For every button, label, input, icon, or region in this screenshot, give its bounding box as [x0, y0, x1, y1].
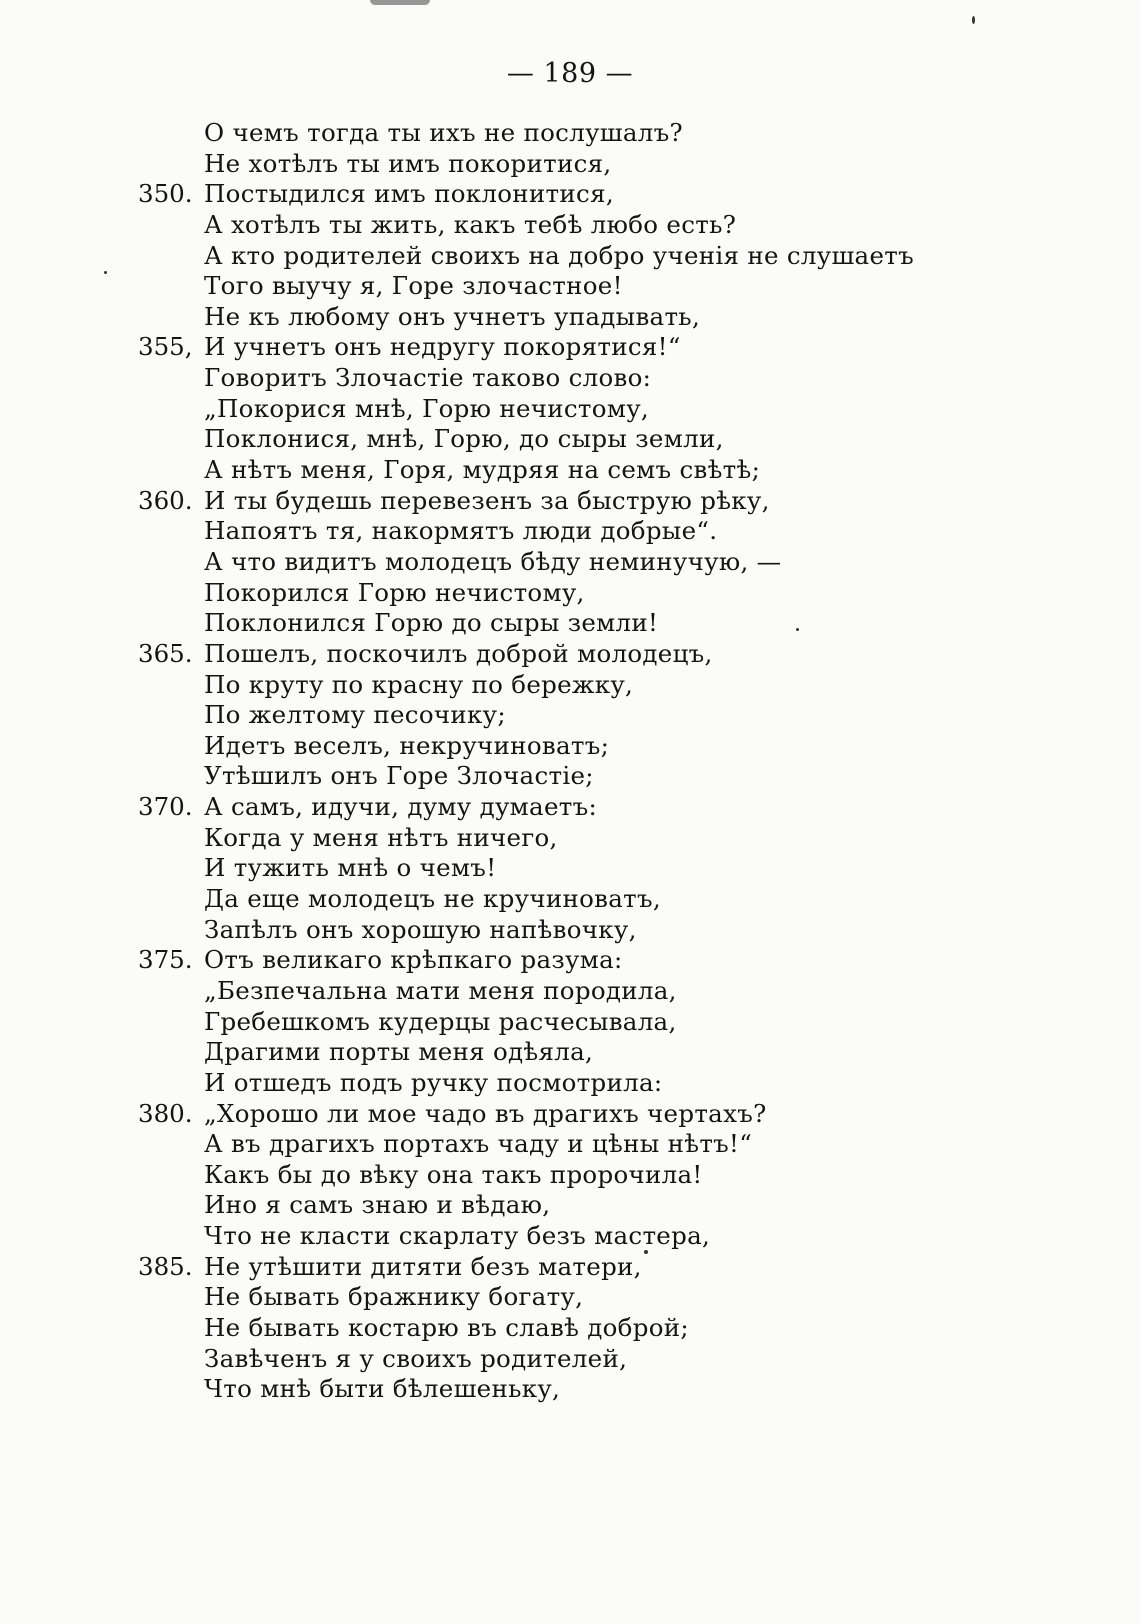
line-text: О чемъ тогда ты ихъ не послушалъ? — [204, 118, 683, 147]
poem-line — [138, 700, 1118, 731]
poem-line — [138, 976, 1118, 1007]
poem-line — [138, 670, 1118, 701]
line-text: „Покорися мнѣ, Горю нечистому, — [204, 393, 649, 423]
poem-line — [138, 332, 1118, 363]
poem-line — [138, 1374, 1118, 1405]
line-text: Запѣлъ онъ хорошую напѣвочку, — [204, 914, 637, 944]
scan-speck — [644, 1250, 648, 1254]
line-text: Гребешкомъ кудерцы расчесывала, — [204, 1006, 677, 1036]
poem-line — [138, 608, 1118, 639]
line-text: „Безпечальна мати меня породила, — [204, 975, 677, 1005]
line-text: Покорился Горю нечистому, — [204, 577, 585, 607]
poem-line — [138, 1129, 1118, 1160]
poem-line — [138, 118, 1118, 149]
line-number: 350. — [138, 179, 193, 209]
poem-line — [138, 945, 1118, 976]
line-number: 370. — [138, 792, 193, 822]
line-text: Отъ великаго крѣпкаго разума: — [204, 945, 623, 975]
poem-line — [138, 1068, 1118, 1099]
line-text: А самъ, идучи, думу думаетъ: — [204, 792, 598, 822]
poem-line — [138, 1099, 1118, 1130]
poem-line — [138, 731, 1118, 762]
scan-speck — [104, 271, 107, 274]
poem-line — [138, 424, 1118, 455]
line-number: 365. — [138, 638, 193, 668]
poem-line — [138, 455, 1118, 486]
line-text: Что мнѣ быти бѣлешеньку, — [204, 1374, 561, 1404]
line-text: Ино я самъ знаю и вѣдаю, — [204, 1190, 551, 1220]
line-text: А хотѣлъ ты жить, какъ тебѣ любо есть? — [204, 209, 737, 239]
line-text: А кто родителей своихъ на добро ученія не слушаетъ — [204, 240, 915, 270]
poem-line — [138, 853, 1118, 884]
line-text: Не къ любому онъ учнетъ упадывать, — [204, 301, 701, 331]
poem-line — [138, 486, 1118, 517]
scan-speck — [796, 628, 799, 631]
poem-line — [138, 271, 1118, 302]
poem-line — [138, 241, 1118, 272]
poem-line — [138, 1160, 1118, 1191]
line-text: Не бывать костарю въ славѣ доброй; — [204, 1312, 689, 1342]
line-text: И ты будешь перевезенъ за быструю рѣку, — [204, 485, 770, 515]
poem-line — [138, 1221, 1118, 1252]
poem-line — [138, 1344, 1118, 1375]
line-text: По круту по красну по бережку, — [204, 669, 634, 699]
line-text: И учнетъ онъ недругу покорятися!“ — [204, 332, 681, 362]
poem-line — [138, 884, 1118, 915]
poem-line — [138, 394, 1118, 425]
poem-line — [138, 915, 1118, 946]
line-number: 380. — [138, 1098, 193, 1128]
poem-line — [138, 1037, 1118, 1068]
poem-line — [138, 1282, 1118, 1313]
line-number: 360. — [138, 485, 193, 515]
line-text: Какъ бы до вѣку она такъ пророчила! — [204, 1159, 703, 1189]
poem-line — [138, 823, 1118, 854]
line-text: „Хорошо ли мое чадо въ драгихъ чертахъ? — [204, 1098, 767, 1128]
poem-line — [138, 149, 1118, 180]
line-text: Постыдился имъ поклонитися, — [204, 179, 614, 209]
line-text: По желтому песочику; — [204, 700, 506, 730]
line-text: Поклонился Горю до сыры земли! — [204, 608, 659, 638]
line-text: Идетъ веселъ, некручиноватъ; — [204, 730, 610, 760]
poem-line — [138, 578, 1118, 609]
poem-line — [138, 179, 1118, 210]
line-number: 375. — [138, 945, 193, 975]
line-text: Напоятъ тя, накормятъ люди добрые“. — [204, 516, 718, 546]
line-text: Не хотѣлъ ты имъ покоритися, — [204, 148, 612, 178]
top-edge-smudge — [370, 0, 430, 5]
poem-line — [138, 363, 1118, 394]
line-text: Утѣшилъ онъ Горе Злочастіе; — [204, 761, 594, 791]
poem-line — [138, 792, 1118, 823]
scan-speck — [972, 16, 975, 24]
line-text: Драгими порты меня одѣяла, — [204, 1037, 594, 1067]
line-text: А нѣтъ меня, Горя, мудряя на семъ свѣтѣ; — [204, 455, 761, 485]
line-number: 385. — [138, 1251, 193, 1281]
poem-line — [138, 547, 1118, 578]
poem-line — [138, 639, 1118, 670]
line-text: Говоритъ Злочастіе таково слово: — [204, 363, 652, 393]
poem-text — [138, 118, 1118, 1405]
poem-line — [138, 210, 1118, 241]
line-text: И отшедъ подъ ручку посмотрила: — [204, 1067, 663, 1097]
line-text: А въ драгихъ портахъ чаду и цѣны нѣтъ!“ — [204, 1129, 753, 1159]
line-text: Пошелъ, поскочилъ доброй молодецъ, — [204, 638, 713, 668]
poem-line — [138, 1007, 1118, 1038]
line-text: Того выучу я, Горе злочастное! — [204, 271, 623, 301]
line-text: А что видитъ молодецъ бѣду неминучую, — — [204, 546, 782, 576]
poem-line — [138, 516, 1118, 547]
line-text: Поклонися, мнѣ, Горю, до сыры земли, — [204, 424, 724, 454]
line-text: Что не класти скарлату безъ мастера, — [204, 1221, 711, 1251]
line-text: Не бывать бражнику богату, — [204, 1282, 584, 1312]
line-text: Когда у меня нѣтъ ничего, — [204, 822, 558, 852]
poem-line — [138, 1190, 1118, 1221]
line-number: 355, — [138, 332, 193, 362]
line-text: Не утѣшити дитяти безъ матери, — [204, 1251, 642, 1281]
poem-line — [138, 761, 1118, 792]
poem-line — [138, 1252, 1118, 1283]
poem-line — [138, 1313, 1118, 1344]
line-text: Да еще молодецъ не кручиноватъ, — [204, 884, 661, 914]
line-text: Завѣченъ я у своихъ родителей, — [204, 1343, 628, 1373]
line-text: И тужить мнѣ о чемъ! — [204, 853, 497, 883]
page-number: — 189 — — [506, 58, 634, 89]
poem-line — [138, 302, 1118, 333]
